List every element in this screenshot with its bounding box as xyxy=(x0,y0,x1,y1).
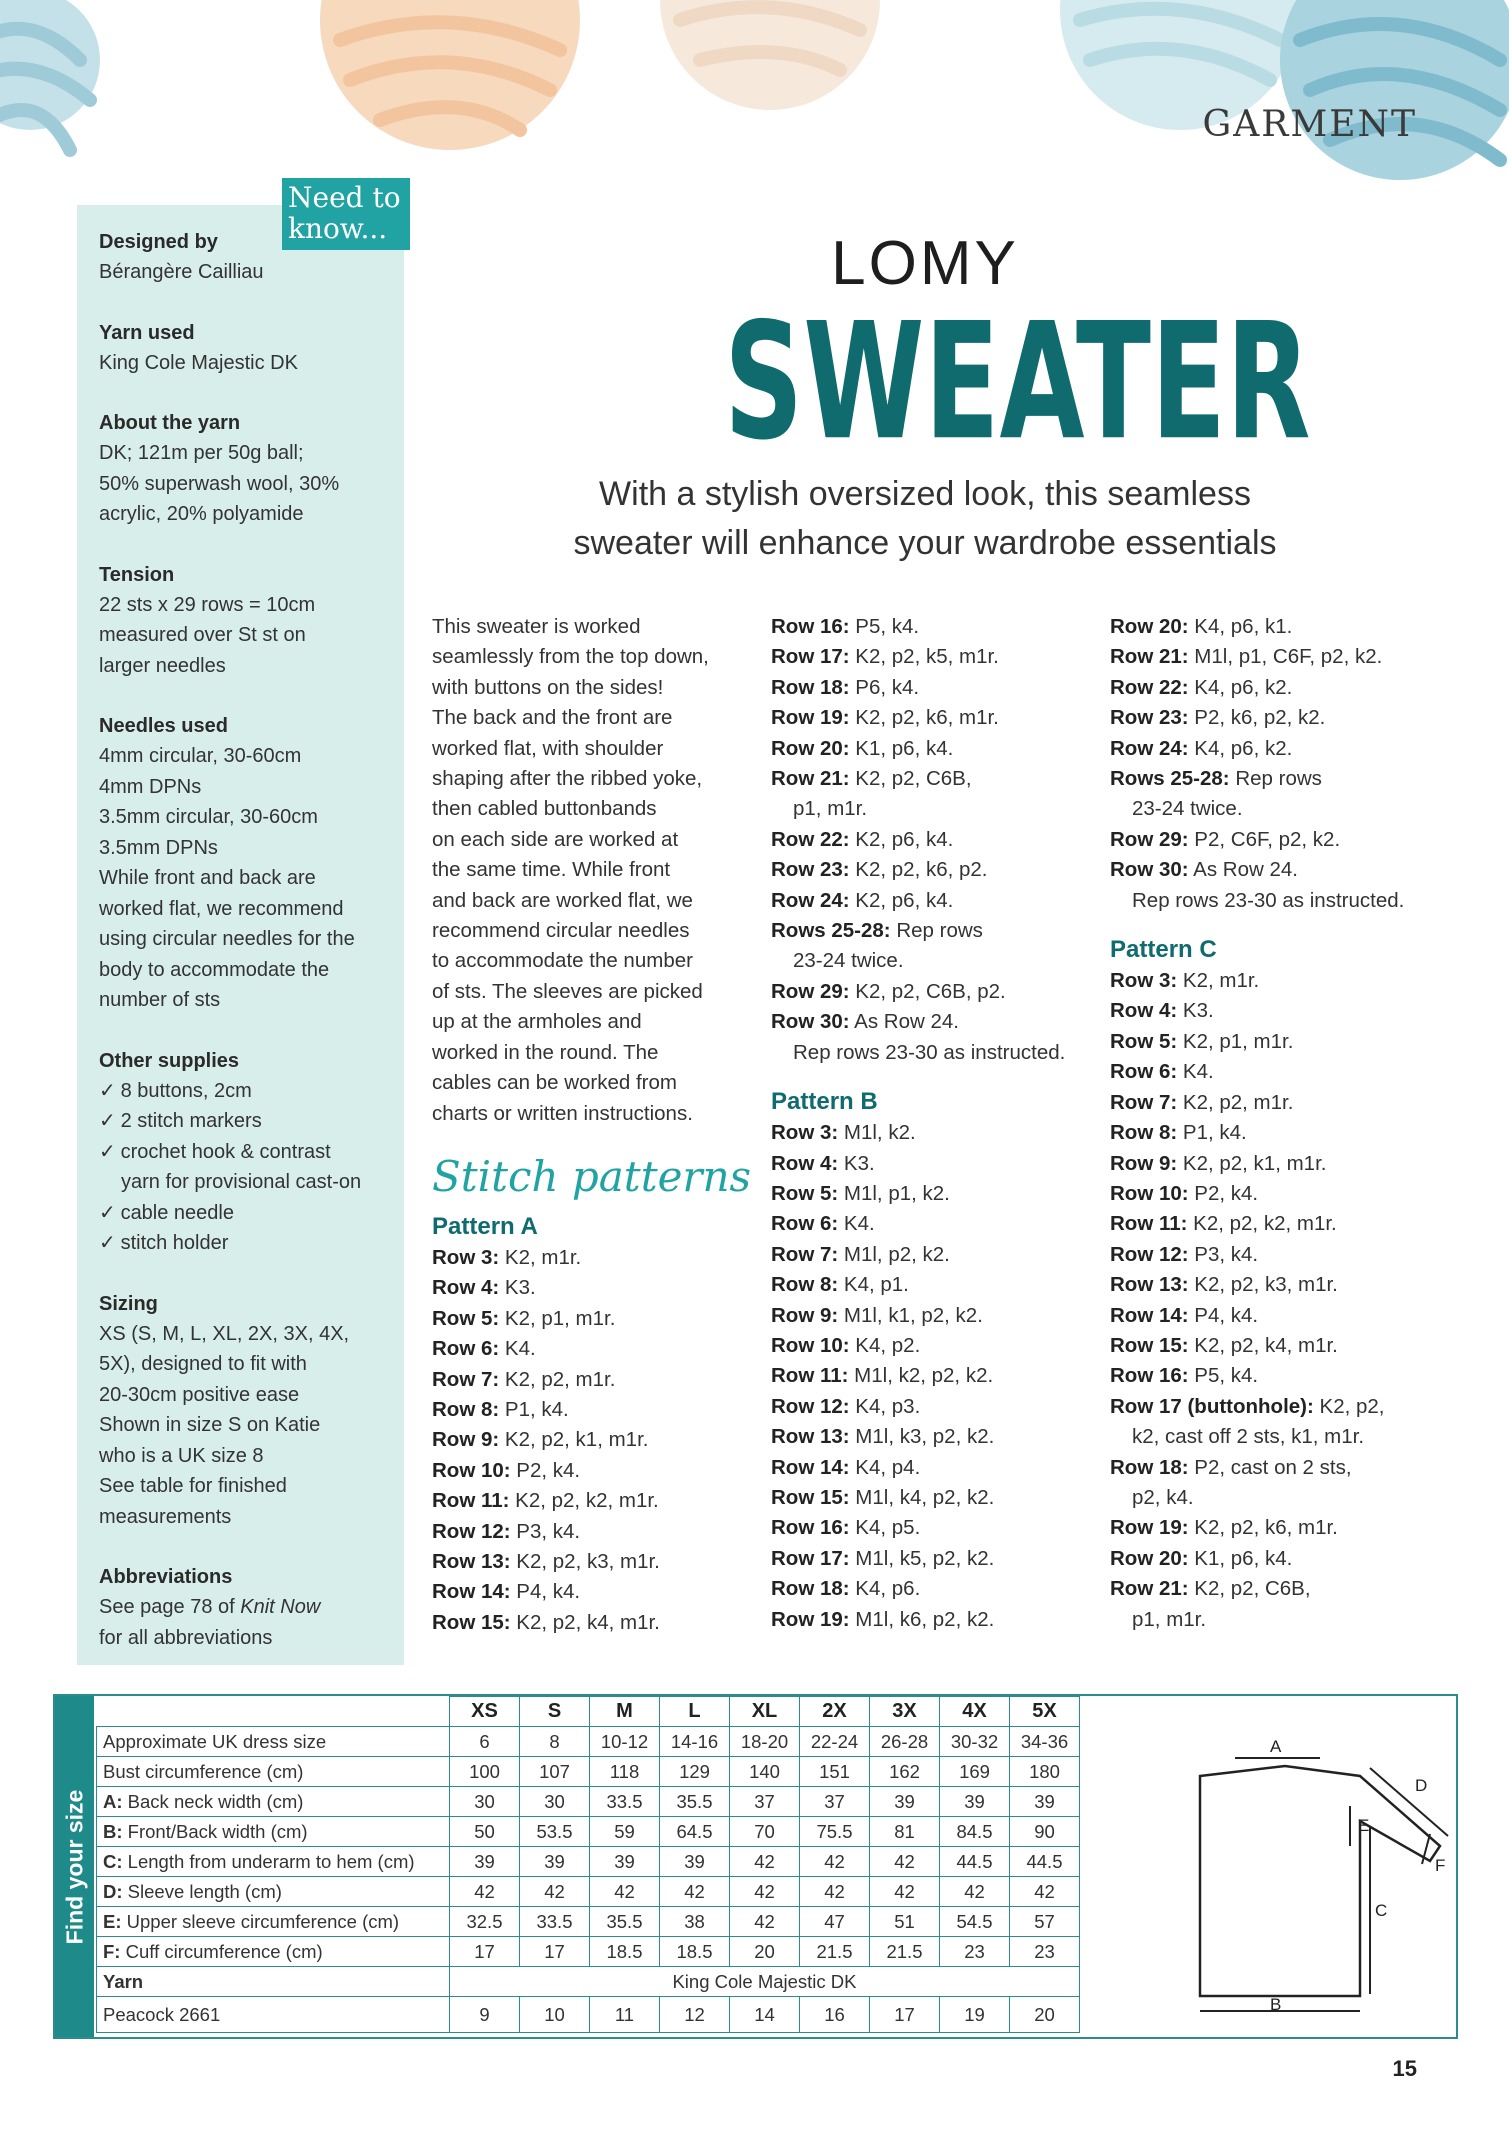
pattern-row: Row 24: K2, p6, k4. xyxy=(771,888,954,912)
size-column-header: XL xyxy=(730,1697,800,1727)
table-cell: 81 xyxy=(870,1817,940,1847)
yarn-name: King Cole Majestic DK xyxy=(450,1967,1080,1997)
supply-item: ✓ stitch holder xyxy=(99,1228,382,1259)
measurement-label: C: Length from underarm to hem (cm) xyxy=(97,1847,450,1877)
table-cell: 51 xyxy=(870,1907,940,1937)
tension-heading: Tension xyxy=(99,563,175,586)
table-cell: 90 xyxy=(1010,1817,1080,1847)
table-cell: 39 xyxy=(450,1847,520,1877)
diagram-label-c: C xyxy=(1375,1901,1388,1920)
size-column-header: 2X xyxy=(800,1697,870,1727)
needles-line: 3.5mm circular, 30-60cm xyxy=(99,806,318,828)
table-cell: 30 xyxy=(520,1787,590,1817)
column-1 xyxy=(432,612,752,1638)
supply-item: ✓ 8 buttons, 2cm xyxy=(99,1076,382,1107)
table-cell: 35.5 xyxy=(660,1787,730,1817)
pattern-row: Row 11: K2, p2, k2, m1r. xyxy=(432,1489,659,1513)
pattern-row: Row 8: P1, k4. xyxy=(432,1397,569,1421)
sweater-measurement-diagram xyxy=(1190,1736,1450,2016)
table-cell: 169 xyxy=(940,1757,1010,1787)
table-cell: 151 xyxy=(800,1757,870,1787)
pattern-row: Row 13: K2, p2, k3, m1r. xyxy=(432,1549,660,1573)
pattern-row: Row 17: M1l, k5, p2, k2. xyxy=(771,1546,995,1570)
measurement-label: D: Sleeve length (cm) xyxy=(97,1877,450,1907)
table-cell: 18.5 xyxy=(660,1937,730,1967)
diagram-label-f: F xyxy=(1435,1856,1446,1875)
size-column-header: 3X xyxy=(870,1697,940,1727)
table-row xyxy=(97,1787,1080,1817)
table-cell: 22-24 xyxy=(800,1727,870,1757)
about-yarn-line: DK; 121m per 50g ball; xyxy=(99,442,304,464)
table-cell: 100 xyxy=(450,1757,520,1787)
yarn-row xyxy=(97,1967,1080,1997)
sizing-line: 5X), designed to fit with xyxy=(99,1353,307,1375)
pattern-row: Row 22: K4, p6, k2. xyxy=(1110,675,1293,699)
table-cell: 39 xyxy=(660,1847,730,1877)
size-column-header: S xyxy=(520,1697,590,1727)
subtitle: With a stylish oversized look, this seamless sweater will enhance your wardrobe essentials xyxy=(573,475,1277,562)
pattern-row: p1, m1r. xyxy=(793,797,868,821)
sizing-heading: Sizing xyxy=(99,1292,158,1315)
pattern-a-rows xyxy=(432,1243,752,1638)
abbreviations-line: See page 78 of Knit Now xyxy=(99,1596,321,1618)
pattern-row: Row 15: K2, p2, k4, m1r. xyxy=(432,1610,660,1634)
table-cell: 42 xyxy=(450,1877,520,1907)
pattern-b-rows-continued xyxy=(1110,612,1440,916)
pattern-row: Row 30: As Row 24. xyxy=(1110,858,1298,882)
size-column-header: 4X xyxy=(940,1697,1010,1727)
pattern-row: Rep rows 23-30 as instructed. xyxy=(1132,888,1405,912)
pattern-row: Rows 25-28: Rep rows xyxy=(771,919,983,943)
pattern-row: Row 6: K4. xyxy=(432,1337,536,1361)
table-cell: 21.5 xyxy=(870,1937,940,1967)
table-row xyxy=(97,1727,1080,1757)
pattern-row: Row 20: K4, p6, k1. xyxy=(1110,615,1293,638)
measurement-label: E: Upper sleeve circumference (cm) xyxy=(97,1907,450,1937)
table-cell: 44.5 xyxy=(940,1847,1010,1877)
measurement-label: Approximate UK dress size xyxy=(97,1727,450,1757)
size-column-header: XS xyxy=(450,1697,520,1727)
intro-paragraph: This sweater is worked seamlessly from the top down, with buttons on the sides! The back and the front are worked flat, with shoulder shaping after the ribbed yoke, then cabled buttonbands on each side are worked at the same time. While front and back are worked flat, we recommend circular needles to accommodate the number of sts. The sleeves are picked up at the armholes and worked in the round. The cables can be worked from charts or written instructions. xyxy=(432,615,709,1125)
pattern-row: Row 4: K3. xyxy=(771,1151,875,1175)
ball-count-cell: 10 xyxy=(520,1997,590,2033)
pattern-row: Row 4: K3. xyxy=(1110,999,1214,1023)
pattern-row: Row 18: K4, p6. xyxy=(771,1577,921,1601)
diagram-label-e: E xyxy=(1358,1816,1370,1835)
table-cell: 42 xyxy=(730,1847,800,1877)
table-cell: 8 xyxy=(520,1727,590,1757)
sweater-outline xyxy=(1200,1766,1440,1996)
about-yarn-line: 50% superwash wool, 30% xyxy=(99,472,340,495)
pattern-row: Row 11: M1l, k2, p2, k2. xyxy=(771,1364,994,1388)
table-cell: 140 xyxy=(730,1757,800,1787)
pattern-row: Row 3: K2, m1r. xyxy=(432,1245,582,1269)
about-yarn-heading: About the yarn xyxy=(99,412,241,434)
table-row xyxy=(97,1937,1080,1967)
table-cell: 47 xyxy=(800,1907,870,1937)
pattern-row: Row 21: M1l, p1, C6F, p2, k2. xyxy=(1110,645,1383,669)
table-cell: 10-12 xyxy=(590,1727,660,1757)
ball-count-cell: 11 xyxy=(590,1997,660,2033)
needles-line: 4mm circular, 30-60cm xyxy=(99,745,302,767)
table-cell: 23 xyxy=(940,1937,1010,1967)
supply-item: ✓ cable needle xyxy=(99,1198,382,1229)
measurement-label: Bust circumference (cm) xyxy=(97,1757,450,1787)
title-small: LOMY xyxy=(831,229,1019,298)
table-cell: 37 xyxy=(730,1787,800,1817)
ball-count-cell: 20 xyxy=(1010,1997,1080,2033)
checkmark-icon: ✓ xyxy=(99,1079,116,1102)
pattern-row: Row 30: As Row 24. xyxy=(771,1010,959,1034)
designed-by-heading: Designed by xyxy=(99,231,218,253)
table-cell: 20 xyxy=(730,1937,800,1967)
column-3 xyxy=(1110,612,1440,1635)
pattern-row: Row 7: K2, p2, m1r. xyxy=(1110,1090,1294,1114)
pattern-row: Row 12: P3, k4. xyxy=(1110,1242,1259,1266)
measurement-label: B: Front/Back width (cm) xyxy=(97,1817,450,1847)
checkmark-icon: ✓ xyxy=(99,1110,116,1132)
abbreviations-heading: Abbreviations xyxy=(99,1566,233,1588)
table-cell: 42 xyxy=(520,1877,590,1907)
ball-count-cell: 9 xyxy=(450,1997,520,2033)
table-cell: 35.5 xyxy=(590,1907,660,1937)
pattern-row: Row 15: K2, p2, k4, m1r. xyxy=(1110,1333,1338,1357)
needles-line: While front and back are xyxy=(99,867,316,889)
checkmark-icon: ✓ xyxy=(99,1201,116,1224)
tension-line: larger needles xyxy=(99,654,226,677)
pattern-row: Row 16: K4, p5. xyxy=(771,1516,921,1540)
pattern-row: Row 8: P1, k4. xyxy=(1110,1121,1247,1145)
pattern-row: Row 6: K4. xyxy=(771,1212,875,1236)
pattern-row: Rep rows 23-30 as instructed. xyxy=(793,1040,1066,1064)
designer-name: Bérangère Cailliau xyxy=(99,261,264,283)
table-cell: 42 xyxy=(800,1847,870,1877)
about-yarn-line: acrylic, 20% polyamide xyxy=(99,503,304,525)
table-cell: 39 xyxy=(1010,1787,1080,1817)
pattern-row: Row 3: K2, m1r. xyxy=(1110,969,1260,993)
table-cell: 42 xyxy=(940,1877,1010,1907)
pattern-row: Row 18: P2, cast on 2 sts, xyxy=(1110,1455,1352,1479)
pattern-row: Row 12: K4, p3. xyxy=(771,1394,921,1418)
ball-count-cell: 12 xyxy=(660,1997,730,2033)
pattern-row: p2, k4. xyxy=(1132,1485,1194,1509)
pattern-row: Row 22: K2, p6, k4. xyxy=(771,827,954,851)
shade-row xyxy=(97,1997,1080,2033)
pattern-row: Row 16: P5, k4. xyxy=(1110,1364,1259,1388)
pattern-row: Row 8: K4, p1. xyxy=(771,1273,909,1297)
pattern-row: Row 20: K1, p6, k4. xyxy=(771,736,954,760)
table-cell: 44.5 xyxy=(1010,1847,1080,1877)
table-cell: 33.5 xyxy=(590,1787,660,1817)
table-cell: 50 xyxy=(450,1817,520,1847)
pattern-row: Row 10: P2, k4. xyxy=(1110,1181,1259,1205)
pattern-row: Row 14: K4, p4. xyxy=(771,1455,921,1479)
ball-count-cell: 17 xyxy=(870,1997,940,2033)
size-column-header: M xyxy=(590,1697,660,1727)
measurement-label: F: Cuff circumference (cm) xyxy=(97,1937,450,1967)
pattern-row: Row 5: K2, p1, m1r. xyxy=(1110,1029,1294,1053)
pattern-row: Row 17: K2, p2, k5, m1r. xyxy=(771,645,999,669)
table-cell: 21.5 xyxy=(800,1937,870,1967)
sizing-line: See table for finished xyxy=(99,1475,287,1497)
pattern-row: Row 23: P2, k6, p2, k2. xyxy=(1110,706,1326,730)
table-cell: 26-28 xyxy=(870,1727,940,1757)
table-cell: 39 xyxy=(520,1847,590,1877)
needles-line: worked flat, we recommend xyxy=(99,897,344,920)
supplies-heading: Other supplies xyxy=(99,1049,240,1072)
pattern-row: Row 14: P4, k4. xyxy=(432,1580,581,1604)
diagram-label-d: D xyxy=(1415,1776,1428,1795)
sizing-line: measurements xyxy=(99,1505,232,1528)
table-cell: 33.5 xyxy=(520,1907,590,1937)
table-cell: 30 xyxy=(450,1787,520,1817)
table-cell: 180 xyxy=(1010,1757,1080,1787)
table-cell: 42 xyxy=(800,1877,870,1907)
pattern-row: Row 29: K2, p2, C6B, p2. xyxy=(771,979,1006,1003)
tension-line: measured over St st on xyxy=(99,624,306,646)
pattern-row: Row 19: M1l, k6, p2, k2. xyxy=(771,1607,995,1631)
pattern-row: Row 9: M1l, k1, p2, k2. xyxy=(771,1303,983,1327)
column-2 xyxy=(771,612,1101,1635)
table-row xyxy=(97,1877,1080,1907)
title-big: SWEATER xyxy=(724,288,1311,476)
pattern-row: Row 19: K2, p2, k6, m1r. xyxy=(771,706,999,730)
pattern-row: Row 23: K2, p2, k6, p2. xyxy=(771,858,988,882)
supply-item: ✓ crochet hook & contrast xyxy=(99,1137,382,1168)
pattern-row: Row 11: K2, p2, k2, m1r. xyxy=(1110,1212,1337,1236)
find-your-size-tab: Find your size xyxy=(55,1696,94,2037)
table-cell: 64.5 xyxy=(660,1817,730,1847)
pattern-row: Row 12: P3, k4. xyxy=(432,1519,581,1543)
pattern-row: Row 18: P6, k4. xyxy=(771,675,920,699)
pattern-row: Row 5: M1l, p1, k2. xyxy=(771,1181,950,1205)
yarn-used-text: King Cole Majestic DK xyxy=(99,351,298,374)
pattern-row: Row 7: K2, p2, m1r. xyxy=(432,1367,616,1391)
yarn-label: Yarn xyxy=(97,1967,450,1997)
diagram-label-b: B xyxy=(1270,1995,1282,2014)
shade-label: Peacock 2661 xyxy=(97,1997,450,2033)
table-cell: 42 xyxy=(730,1877,800,1907)
checkmark-icon: ✓ xyxy=(99,1232,116,1254)
pattern-row: Rows 25-28: Rep rows xyxy=(1110,767,1322,791)
pattern-row: Row 19: K2, p2, k6, m1r. xyxy=(1110,1516,1338,1540)
pattern-row: Row 3: M1l, k2. xyxy=(771,1121,916,1145)
supply-item-continued: yarn for provisional cast-on xyxy=(121,1171,362,1193)
table-cell: 107 xyxy=(520,1757,590,1787)
pattern-a-heading: Pattern A xyxy=(432,1212,538,1240)
stitch-patterns-heading: Stitch patterns xyxy=(432,1151,752,1201)
pattern-row: Row 24: K4, p6, k2. xyxy=(1110,736,1293,760)
supplies-list xyxy=(99,1076,382,1259)
yarn-ball-header-illustration xyxy=(0,0,1509,180)
abbreviations-line: for all abbreviations xyxy=(99,1626,273,1649)
table-cell: 39 xyxy=(940,1787,1010,1817)
table-cell: 37 xyxy=(800,1787,870,1817)
pattern-row: Row 29: P2, C6F, p2, k2. xyxy=(1110,827,1341,851)
ball-count-cell: 14 xyxy=(730,1997,800,2033)
pattern-row: Row 9: K2, p2, k1, m1r. xyxy=(432,1428,649,1452)
size-column-header: L xyxy=(660,1697,730,1727)
table-cell: 42 xyxy=(870,1877,940,1907)
sizing-line: 20-30cm positive ease xyxy=(99,1383,300,1406)
table-cell: 18.5 xyxy=(590,1937,660,1967)
table-row xyxy=(97,1817,1080,1847)
needles-line: using circular needles for the xyxy=(99,928,355,950)
table-cell: 84.5 xyxy=(940,1817,1010,1847)
tension-line: 22 sts x 29 rows = 10cm xyxy=(99,593,316,616)
sizing-line: Shown in size S on Katie xyxy=(99,1414,321,1436)
pattern-row: k2, cast off 2 sts, k1, m1r. xyxy=(1132,1425,1365,1449)
table-cell: 57 xyxy=(1010,1907,1080,1937)
table-cell: 42 xyxy=(590,1877,660,1907)
pattern-row: Row 21: K2, p2, C6B, xyxy=(771,767,972,791)
pattern-b-heading: Pattern B xyxy=(771,1088,878,1116)
needles-line: number of sts xyxy=(99,989,221,1011)
needles-heading: Needles used xyxy=(99,715,228,737)
table-cell: 70 xyxy=(730,1817,800,1847)
needles-line: body to accommodate the xyxy=(99,958,330,981)
pattern-row: Row 10: P2, k4. xyxy=(432,1458,581,1482)
pattern-row: Row 5: K2, p1, m1r. xyxy=(432,1306,616,1330)
needles-line: 3.5mm DPNs xyxy=(99,836,218,859)
pattern-row: Row 15: M1l, k4, p2, k2. xyxy=(771,1485,995,1509)
table-cell: 30-32 xyxy=(940,1727,1010,1757)
table-cell: 162 xyxy=(870,1757,940,1787)
table-cell: 54.5 xyxy=(940,1907,1010,1937)
size-header-row xyxy=(97,1697,1080,1727)
table-cell: 42 xyxy=(870,1847,940,1877)
pattern-row: Row 16: P5, k4. xyxy=(771,615,920,638)
table-cell: 42 xyxy=(730,1907,800,1937)
pattern-row: Row 13: K2, p2, k3, m1r. xyxy=(1110,1273,1338,1297)
measurement-label: A: Back neck width (cm) xyxy=(97,1787,450,1817)
checkmark-icon: ✓ xyxy=(99,1140,116,1163)
table-cell: 75.5 xyxy=(800,1817,870,1847)
pattern-row: Row 13: M1l, k3, p2, k2. xyxy=(771,1425,995,1449)
table-cell: 32.5 xyxy=(450,1907,520,1937)
table-cell: 17 xyxy=(520,1937,590,1967)
pattern-row: Row 17 (buttonhole): K2, p2, xyxy=(1110,1394,1385,1418)
pattern-row: 23-24 twice. xyxy=(793,949,904,973)
needles-line: 4mm DPNs xyxy=(99,775,202,798)
yarn-used-heading: Yarn used xyxy=(99,321,195,344)
pattern-row: Row 21: K2, p2, C6B, xyxy=(1110,1577,1311,1601)
ball-count-cell: 19 xyxy=(940,1997,1010,2033)
pattern-row: Row 14: P4, k4. xyxy=(1110,1303,1259,1327)
table-cell: 38 xyxy=(660,1907,730,1937)
table-cell: 39 xyxy=(590,1847,660,1877)
pattern-c-heading: Pattern C xyxy=(1110,936,1217,964)
table-row xyxy=(97,1847,1080,1877)
pattern-b-rows xyxy=(771,1118,1101,1635)
category-label: GARMENT xyxy=(1202,104,1417,145)
table-cell: 17 xyxy=(450,1937,520,1967)
pattern-c-rows xyxy=(1110,966,1440,1635)
ball-count-cell: 16 xyxy=(800,1997,870,2033)
pattern-row: Row 20: K1, p6, k4. xyxy=(1110,1546,1293,1570)
table-cell: 129 xyxy=(660,1757,730,1787)
table-cell: 39 xyxy=(870,1787,940,1817)
pattern-row: p1, m1r. xyxy=(1132,1607,1207,1631)
need-to-know-badge: Need to know... xyxy=(282,178,410,250)
table-cell: 18-20 xyxy=(730,1727,800,1757)
table-cell: 6 xyxy=(450,1727,520,1757)
table-cell: 118 xyxy=(590,1757,660,1787)
pattern-row: 23-24 twice. xyxy=(1132,797,1243,821)
table-cell: 42 xyxy=(1010,1877,1080,1907)
table-cell: 14-16 xyxy=(660,1727,730,1757)
header-corner xyxy=(97,1697,450,1727)
page-number: 15 xyxy=(1392,2056,1417,2081)
size-table xyxy=(96,1696,1080,2033)
dimension-line-d xyxy=(1370,1768,1448,1836)
size-column-header: 5X xyxy=(1010,1697,1080,1727)
sizing-line: who is a UK size 8 xyxy=(99,1444,264,1467)
diagram-label-a: A xyxy=(1270,1737,1282,1756)
pattern-a-rows-continued xyxy=(771,612,1101,1068)
pattern-row: Row 9: K2, p2, k1, m1r. xyxy=(1110,1151,1327,1175)
table-cell: 42 xyxy=(660,1877,730,1907)
pattern-row: Row 4: K3. xyxy=(432,1276,536,1300)
size-table-panel xyxy=(53,1694,1458,2039)
need-to-know-sidebar xyxy=(77,205,404,1665)
pattern-row: Row 6: K4. xyxy=(1110,1060,1214,1084)
table-row xyxy=(97,1907,1080,1937)
supply-item: ✓ 2 stitch markers xyxy=(99,1106,382,1137)
table-cell: 59 xyxy=(590,1817,660,1847)
pattern-row: Row 10: K4, p2. xyxy=(771,1333,921,1357)
table-row xyxy=(97,1757,1080,1787)
table-cell: 23 xyxy=(1010,1937,1080,1967)
pattern-row: Row 7: M1l, p2, k2. xyxy=(771,1242,950,1266)
table-cell: 34-36 xyxy=(1010,1727,1080,1757)
table-cell: 53.5 xyxy=(520,1817,590,1847)
sizing-line: XS (S, M, L, XL, 2X, 3X, 4X, xyxy=(99,1322,350,1345)
